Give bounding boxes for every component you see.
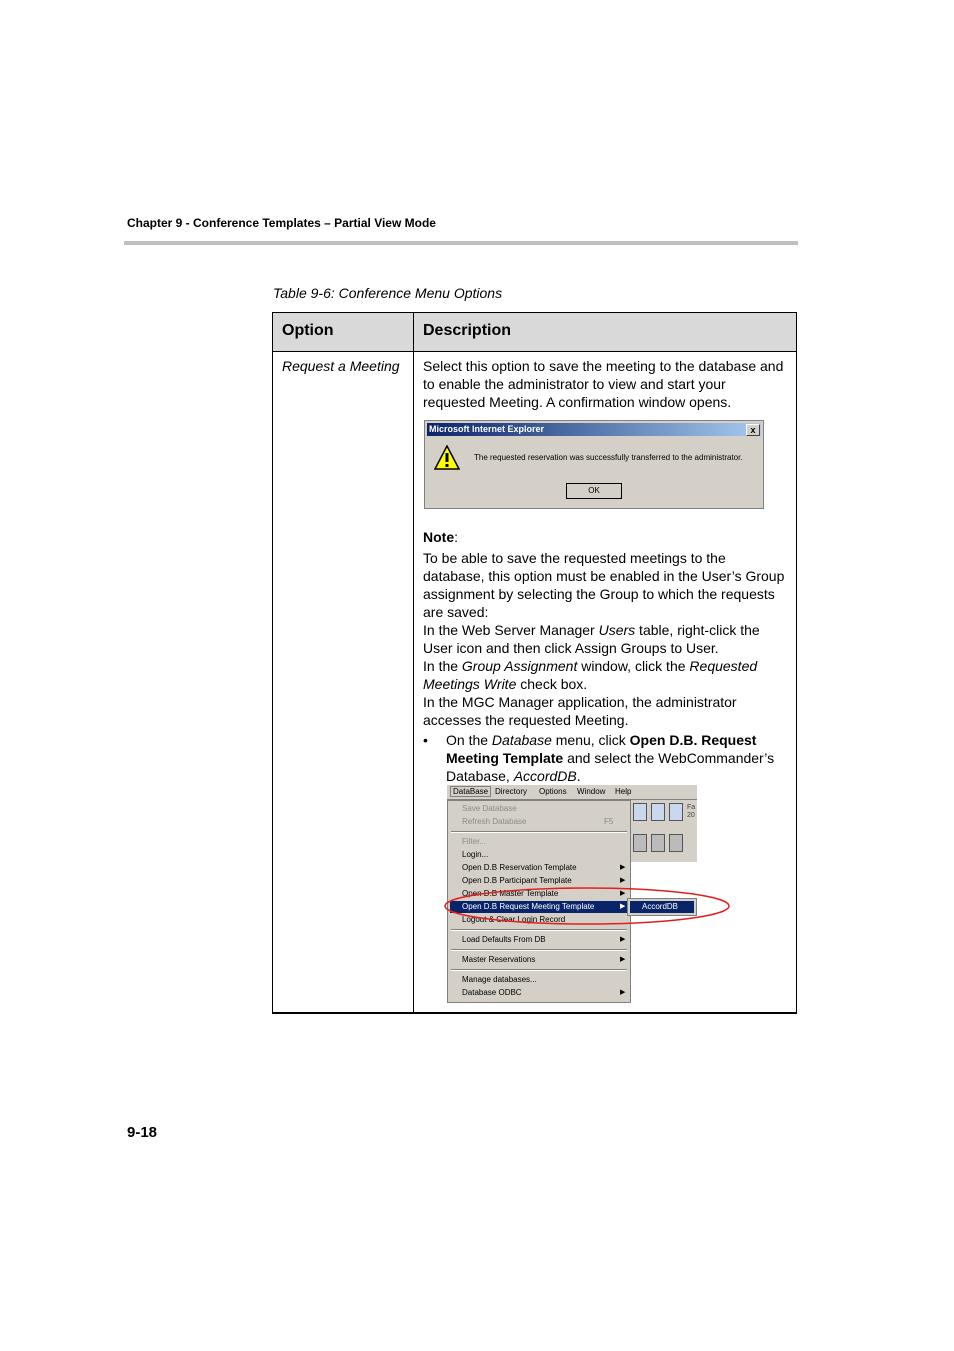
bullet-marker: • <box>423 732 428 748</box>
menu-item-request-meeting-template[interactable]: Open D.B Request Meeting Template <box>462 902 595 911</box>
option-cell: Request a Meeting <box>282 358 400 374</box>
dialog-message: The requested reservation was successfully transferred to the administrator. <box>474 453 743 462</box>
menu-item-master-template[interactable]: Open D.B Master Template <box>462 889 559 898</box>
warning-icon <box>434 445 460 471</box>
description-intro: Select this option to save the meeting to the database and to enable the administrator to view and start your requested Meeting. A confirmation window opens. <box>423 358 784 410</box>
submenu-arrow-icon: ▶ <box>620 877 626 884</box>
close-icon[interactable]: x <box>746 424 760 436</box>
ie-confirmation-dialog <box>424 420 764 509</box>
menu-help[interactable]: Help <box>615 787 632 796</box>
menu-item-master-reservations[interactable]: Master Reservations <box>462 955 536 964</box>
bullet-item: • On the Database menu, click Open D.B. Request Meeting Template and select the WebCommander’s Database, AccordDB. <box>423 732 775 784</box>
options-table <box>272 312 797 1014</box>
toolbar-text: Fa 20 <box>687 804 696 819</box>
submenu-arrow-icon: ▶ <box>620 864 626 871</box>
menu-item-login[interactable]: Login... <box>462 850 489 859</box>
database-menu-screenshot <box>447 785 697 1003</box>
chapter-header: Chapter 9 - Conference Templates – Partial View Mode <box>127 216 436 230</box>
note-heading: Note: <box>423 529 459 545</box>
menu-item-participant-template[interactable]: Open D.B Participant Template <box>462 876 572 885</box>
menu-item-refresh-database[interactable]: Refresh Database <box>462 817 527 826</box>
menu-separator <box>451 969 627 971</box>
submenu-arrow-icon: ▶ <box>620 936 626 943</box>
step-web-server-manager: In the Web Server Manager Users table, right-click the User icon and then click Assign Groups to User. <box>423 622 760 656</box>
header-rule <box>124 241 798 245</box>
submenu-arrow-icon: ▶ <box>620 956 626 963</box>
annotation-ellipse <box>447 785 737 945</box>
menu-item-database-odbc[interactable]: Database ODBC <box>462 988 522 997</box>
submenu-arrow-icon: ▶ <box>620 890 626 897</box>
submenu-arrow-icon: ▶ <box>620 903 626 910</box>
column-divider <box>413 313 414 1012</box>
menu-item-load-defaults[interactable]: Load Defaults From DB <box>462 935 546 944</box>
submenu-item-accorddb[interactable]: AccordDB <box>630 901 694 913</box>
step-group-assignment: In the Group Assignment window, click the Requested Meetings Write check box. <box>423 658 758 692</box>
table-caption: Table 9-6: Conference Menu Options <box>273 285 503 301</box>
menu-separator <box>451 949 627 951</box>
page-number: 9-18 <box>127 1124 158 1141</box>
column-header-option: Option <box>282 322 334 339</box>
table-header-row <box>273 313 796 352</box>
menu-options[interactable]: Options <box>539 787 567 796</box>
menu-item-filter[interactable]: Filter... <box>462 837 487 846</box>
menu-item-manage-databases[interactable]: Manage databases... <box>462 975 537 984</box>
menu-item-save-database[interactable]: Save Database <box>462 804 517 813</box>
shortcut-f5: F5 <box>604 817 614 826</box>
ok-button[interactable]: OK <box>566 483 622 499</box>
column-header-description: Description <box>423 322 512 339</box>
menu-directory[interactable]: Directory <box>495 787 528 796</box>
submenu-arrow-icon: ▶ <box>620 989 626 996</box>
menu-item-reservation-template[interactable]: Open D.B Reservation Template <box>462 863 577 872</box>
dialog-title-bar <box>427 423 761 436</box>
menu-window[interactable]: Window <box>577 787 606 796</box>
menu-database[interactable]: DataBase <box>450 786 491 797</box>
dialog-title: Microsoft Internet Explorer <box>429 424 545 434</box>
menu-item-logout[interactable]: Logout & Clear Login Record <box>462 915 566 924</box>
step-mgc-manager: In the MGC Manager application, the administrator accesses the requested Meeting. <box>423 694 737 728</box>
note-text: To be able to save the requested meetings to the database, this option must be enabled in the User’s Group assignment by selecting the Group to which the requests are saved: <box>423 550 785 620</box>
